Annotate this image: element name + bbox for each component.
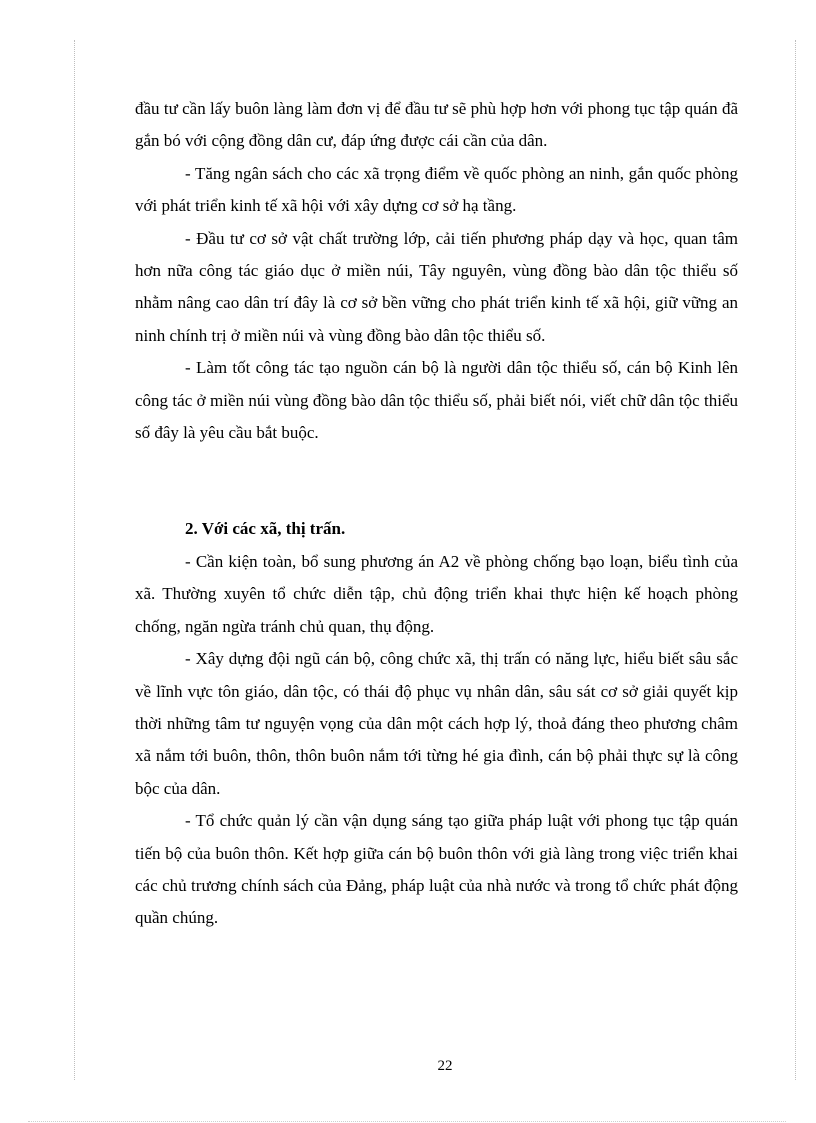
paragraph-plan-a2: - Cần kiện toàn, bổ sung phương án A2 về phòng chống bạo loạn, biểu tình của xã. Thường xuyên tổ chức diễn tập, chủ động triển khai thực hiện kế hoạch phòng chống, ngăn ngừa tránh chủ quan, thụ động. [135, 551, 738, 636]
page-number: 22 [437, 1058, 453, 1074]
paragraph-continuation: đầu tư cần lấy buôn làng làm đơn vị để đầu tư sẽ phù hợp hơn với phong tục tập quán đã gắn bó với cộng đồng dân cư, đáp ứng được cái cần của dân. [135, 99, 738, 151]
paragraph-staff: - Xây dựng đội ngũ cán bộ, công chức xã, thị trấn có năng lực, hiểu biết sâu sắc về lĩnh vực tôn giáo, dân tộc, có thái độ phục vụ nhân dân, sâu sát cơ sở giải quyết kịp thời những tâm tư nguyện vọng của dân một cách hợp lý, thoả đáng theo phương châm xã nắm tới buôn, thôn, thôn buôn nắm tới từng hé gia đình, cán bộ phải thực sự là công bộc của dân. [135, 649, 738, 798]
paragraph-education: - Đầu tư cơ sở vật chất trường lớp, cải tiến phương pháp dạy và học, quan tâm hơn nữa công tác giáo dục ở miền núi, Tây nguyên, vùng đồng bào dân tộc thiểu số nhằm nâng cao dân trí đây là cơ sở bền vững cho phát triển kinh tế xã hội, giữ vững an ninh chính trị ở miền núi và vùng đồng bào dân tộc thiểu số. [135, 228, 738, 345]
bottom-dotted-rule [28, 1121, 786, 1122]
paragraph-budget: - Tăng ngân sách cho các xã trọng điểm về quốc phòng an ninh, gắn quốc phòng với phát triển kinh tế xã hội với xây dựng cơ sở hạ tầng. [135, 163, 738, 216]
paragraph-management: - Tổ chức quản lý cần vận dụng sáng tạo giữa pháp luật với phong tục tập quán tiến bộ của buôn thôn. Kết hợp giữa cán bộ buôn thôn với già làng trong việc triển khai các chủ trương chính sách của Đảng, pháp luật của nhà nước và trong tổ chức phát động quần chúng. [135, 811, 738, 928]
paragraph-cadre-sourcing: - Làm tốt công tác tạo nguồn cán bộ là người dân tộc thiểu số, cán bộ Kinh lên công tác ở miền núi vùng đồng bào dân tộc thiểu số, phải biết nói, viết chữ dân tộc thiểu số đây là yêu cầu bắt buộc. [135, 358, 738, 443]
section-heading: 2. Với các xã, thị trấn. [185, 519, 346, 539]
document-body [135, 93, 738, 935]
